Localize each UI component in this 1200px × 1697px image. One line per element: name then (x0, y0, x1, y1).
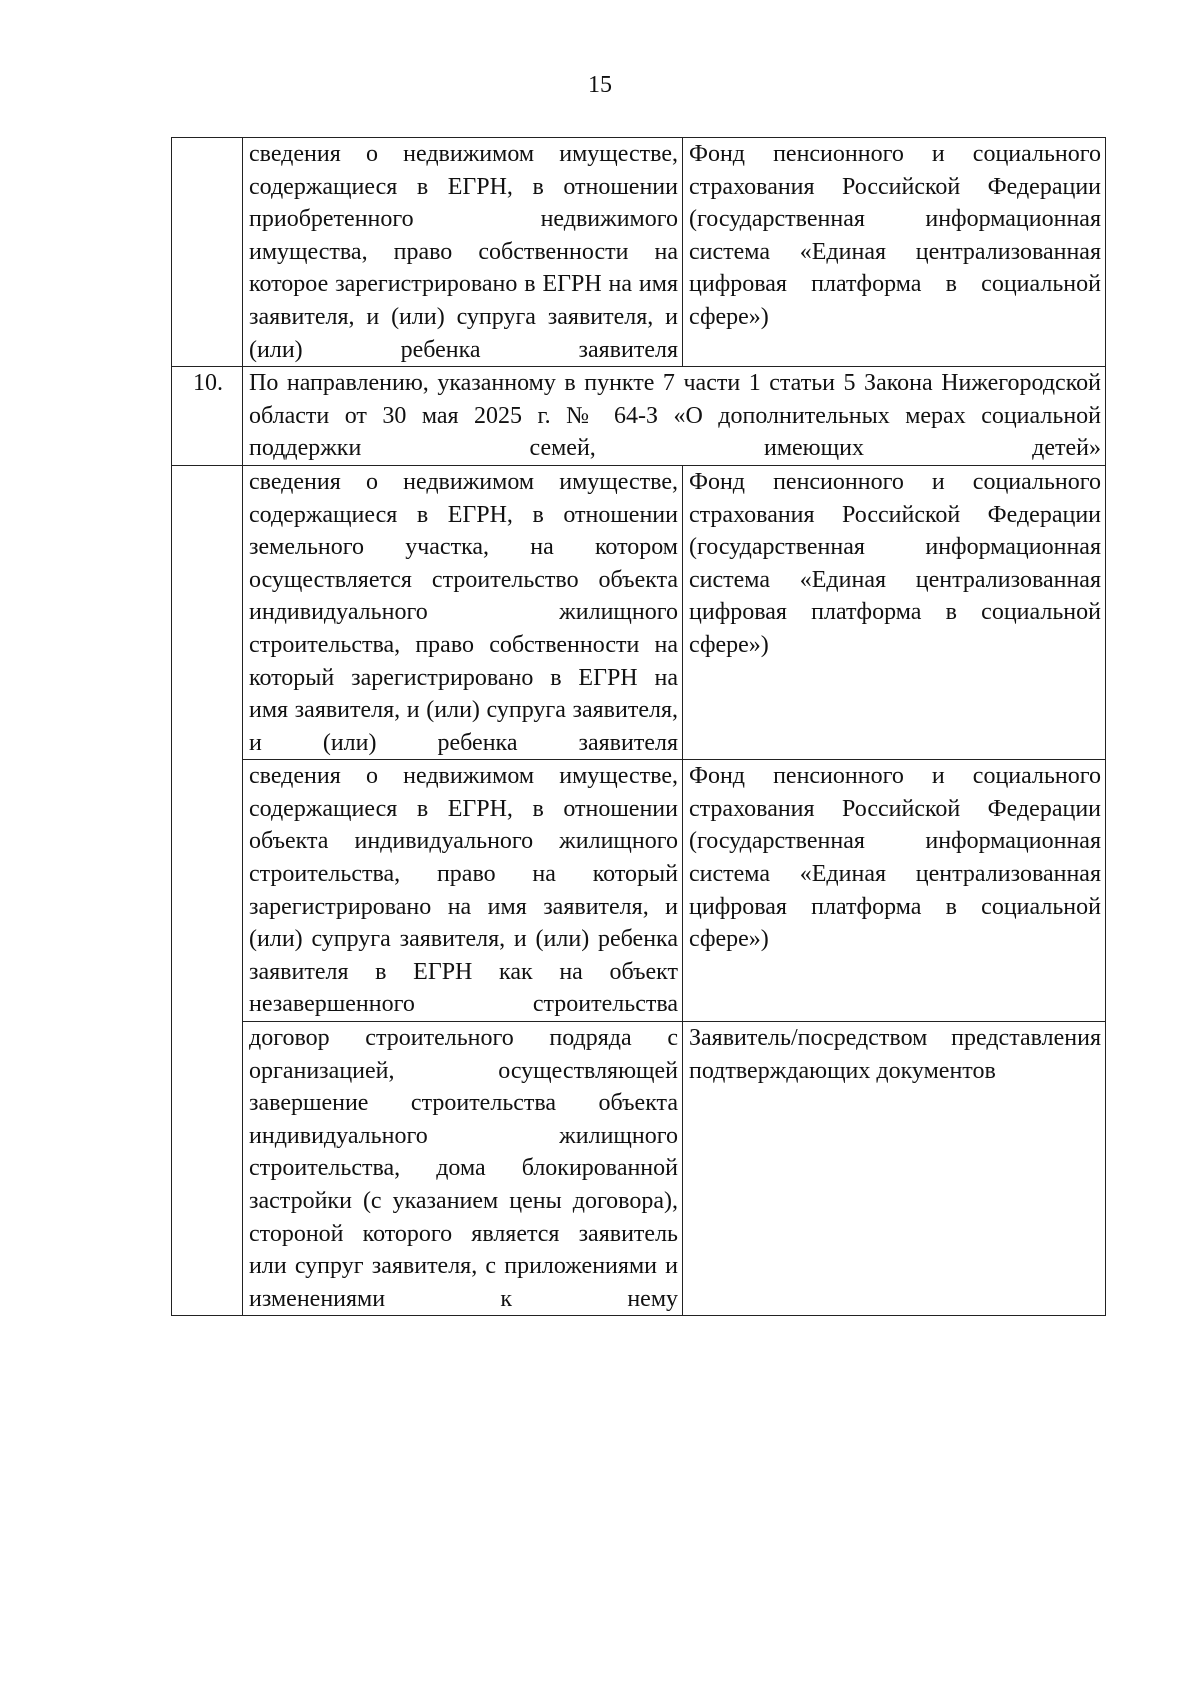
section-heading-cell: По направлению, указанному в пункте 7 части 1 статьи 5 Закона Нижегородской области от 30 мая 2025 г. № 64-З «О дополнительных мерах социальной поддержки семей, имеющих детей» (243, 367, 1106, 466)
info-cell (243, 760, 683, 1022)
table-row (172, 465, 1106, 759)
info-cell (243, 138, 683, 367)
row-number-cell (172, 465, 243, 1315)
row-number-cell: 10. (172, 367, 243, 466)
source-text: Фонд пенсионного и социального страхования Российской Федерации (государственная информационная система «Единая централизованная цифровая платформа в социальной сфере») (689, 468, 1101, 658)
source-cell (683, 138, 1106, 367)
source-cell (683, 1022, 1106, 1316)
source-cell (683, 760, 1106, 1022)
source-text: Заявитель/посредством представления подтверждающих документов (689, 1025, 1101, 1084)
documents-table (171, 137, 1106, 1316)
source-text: Фонд пенсионного и социального страхования Российской Федерации (государственная информационная система «Единая централизованная цифровая платформа в социальной сфере») (689, 141, 1101, 330)
source-text: Фонд пенсионного и социального страхования Российской Федерации (государственная информационная система «Единая централизованная цифровая платформа в социальной сфере») (689, 763, 1101, 953)
info-text: сведения о недвижимом имуществе, содержащиеся в ЕГРН, в отношении приобретенного недвижимого имущества, право собственности на которое зарегистрировано в ЕГРН на имя заявителя, и (или) супруга заявителя, и (или) ребенка заявителя (249, 141, 678, 363)
info-text: сведения о недвижимом имуществе, содержащиеся в ЕГРН, в отношении объекта индивидуального жилищного строительства, право на который зарегистрировано на имя заявителя, и (или) супруга заявителя, и (или) ребенка заявителя в ЕГРН как на объект незавершенного строительства (249, 763, 678, 1018)
row-number-cell (172, 138, 243, 367)
table-row-section (172, 367, 1106, 466)
source-cell (683, 465, 1106, 759)
page-number: 15 (588, 72, 612, 98)
table-row (172, 1022, 1106, 1316)
info-cell (243, 1022, 683, 1316)
info-cell (243, 465, 683, 759)
info-text: договор строительного подряда с организацией, осуществляющей завершение строительства объекта индивидуального жилищного строительства, дома блокированной застройки (с указанием цены договора), стороной которого является заявитель или супруг заявителя, с приложениями и изменениями к нему (249, 1025, 678, 1312)
info-text: сведения о недвижимом имуществе, содержащиеся в ЕГРН, в отношении земельного участка, на котором осуществляется строительство объекта индивидуального жилищного строительства, право собственности на который зарегистрировано в ЕГРН на имя заявителя, и (или) супруга заявителя, и (или) ребенка заявителя (249, 468, 678, 756)
table-row (172, 760, 1106, 1022)
table-row (172, 138, 1106, 367)
